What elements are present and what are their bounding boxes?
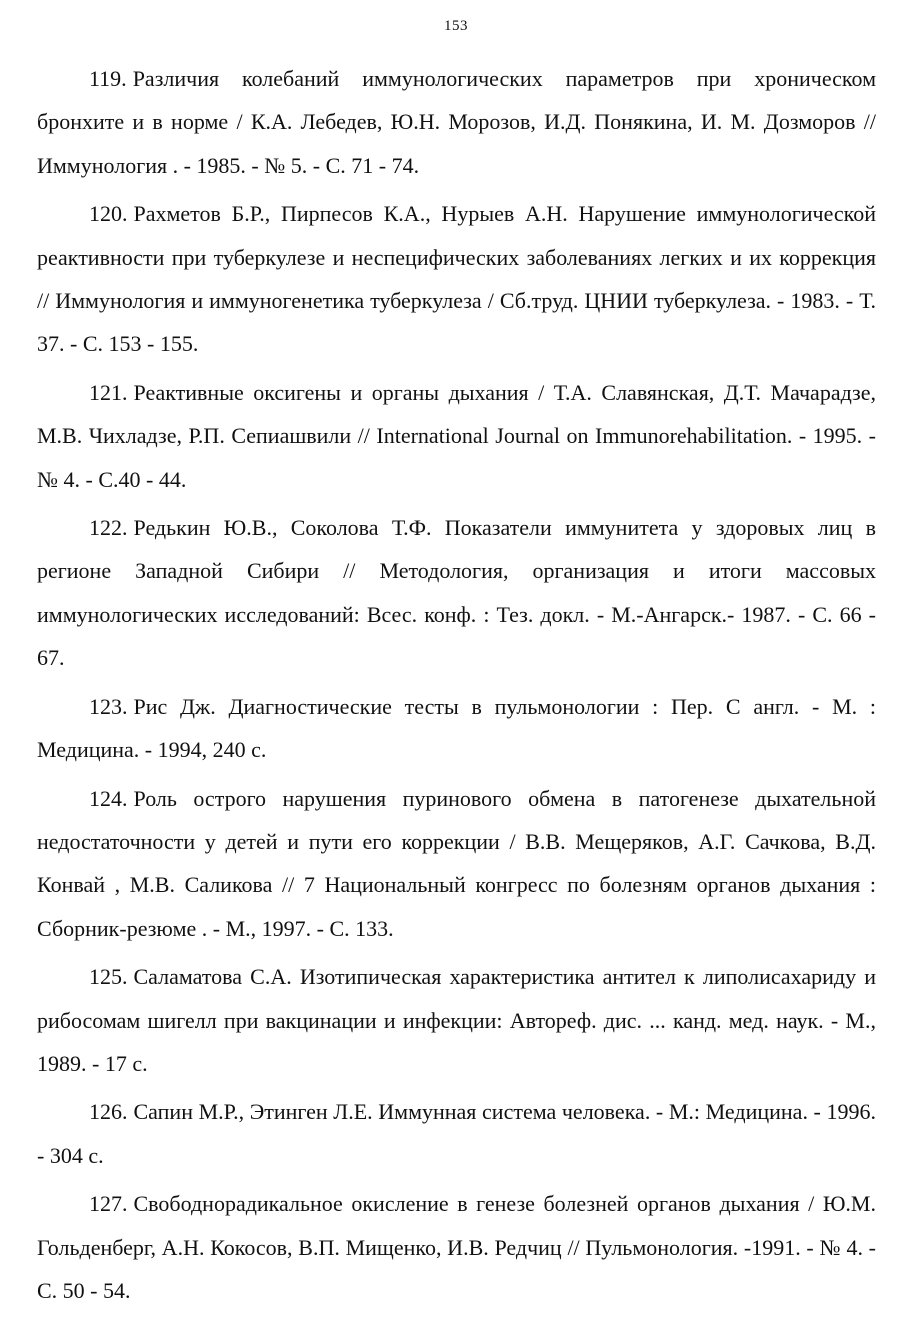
reference-number: 126. [89,1099,128,1125]
reference-number: 127. [89,1191,128,1217]
reference-text: Реактивные оксигены и органы дыхания / Т.А. Славянская, Д.Т. Мачарадзе, М.В. Чихладзе, Р.П. Сепиашвили // International Journal on Immunorehabilitation. - 1995. - № 4. - С.40 - 44. [37,379,876,492]
reference-item [37,192,876,366]
reference-list [37,57,876,1317]
reference-text: Саламатова С.А. Изотипическая характеристика антител к липолисахариду и рибосомам шигелл при вакцинации и инфекции: Автореф. дис. ... канд. мед. наук. - М., 1989. - 17 с. [37,964,876,1076]
reference-text: Рахметов Б.Р., Пирпесов К.А., Нурыев А.Н. Нарушение иммунологической реактивности при туберкулезе и неспецифических заболеваниях легких и их коррекция // Иммунология и иммуногенетика туберкулеза / Сб.труд. ЦНИИ туберкулеза. - 1983. - Т. 37. - С. 153 - 155. [37,201,876,357]
reference-item [37,685,876,772]
reference-item [37,371,876,501]
reference-text: Рис Дж. Диагностические тесты в пульмонологии : Пер. С англ. - М. : Медицина. - 1994, 240 с. [37,693,876,763]
reference-item [37,506,876,680]
reference-number: 121. [89,379,128,405]
page-number: 153 [444,18,468,34]
reference-text: Редькин Ю.В., Соколова Т.Ф. Показатели иммунитета у здоровых лиц в регионе Западной Сибири // Методология, организация и итоги массовых иммунологических исследований: Всес. конф. : Тез. докл. - М.-Ангарск.- 1987. - С. 66 - 67. [37,515,876,671]
reference-number: 125. [89,964,128,990]
reference-number: 123. [89,693,128,719]
reference-item [37,955,876,1085]
reference-text: Роль острого нарушения пуринового обмена в патогенезе дыхательной недостаточности у детей и пути его коррекции / В.В. Мещеряков, А.Г. Сачкова, В.Д. Конвай , М.В. Саликова // 7 Национальный конгресс по болезням органов дыхания : Сборник-резюме . - М., 1997. - С. 133. [37,785,876,941]
reference-text: Сапин М.Р., Этинген Л.Е. Иммунная система человека. - М.: Медицина. - 1996. - 304 с. [37,1099,876,1168]
reference-item [37,1182,876,1312]
reference-text: Свободнорадикальное окисление в генезе болезней органов дыхания / Ю.М. Гольденберг, А.Н. Кокосов, В.П. Мищенко, И.В. Редчиц // Пульмонология. -1991. - № 4. - С. 50 - 54. [37,1191,876,1303]
reference-item [37,57,876,187]
reference-number: 120. [89,201,128,227]
reference-item [37,1090,876,1177]
reference-text: Различия колебаний иммунологических параметров при хроническом бронхите и в норме / К.А. Лебедев, Ю.Н. Морозов, И.Д. Понякина, И. М. Дозморов // Иммунология . - 1985. - № 5. - С. 71 - 74. [37,66,876,178]
reference-number: 122. [89,515,128,541]
reference-number: 124. [89,785,128,811]
reference-item [37,777,876,951]
reference-number: 119. [89,66,127,91]
